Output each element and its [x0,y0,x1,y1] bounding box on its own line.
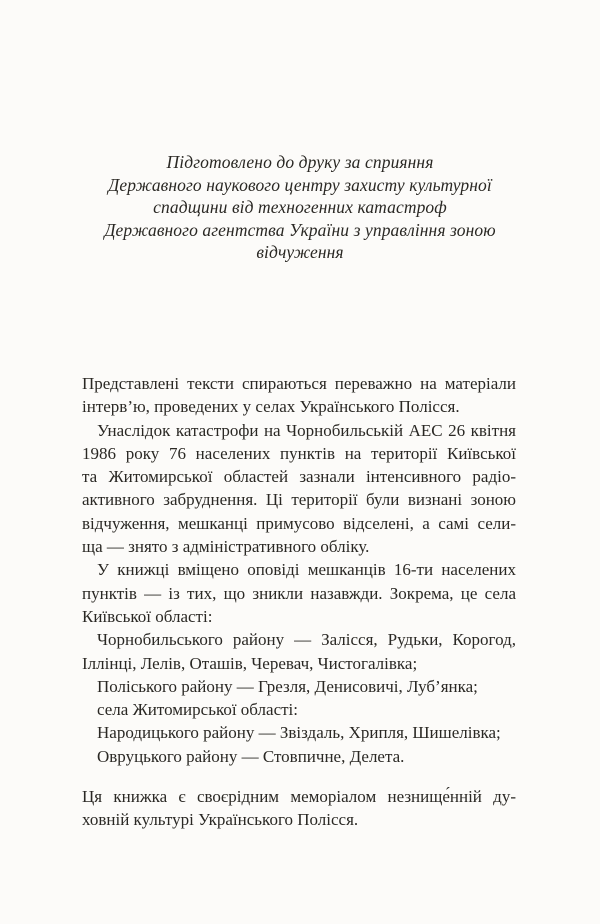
text-line: 1986 року 76 населених пунктів на території Київської [82,443,516,463]
text-line: Народицького району — Звіздаль, Хрипля, Шишелівка; [97,723,501,743]
paragraph [82,419,516,559]
text-line: Унаслідок катастрофи на Чорнобильській АЕС 26 квітня [97,420,516,440]
body-text [82,372,516,832]
paragraph [82,558,516,628]
paragraph [82,785,516,832]
text-line: та Житомирської областей зазнали інтенсивного радіо- [82,467,516,487]
text-line: Представлені тексти спираються переважно на матеріали [82,374,516,393]
paragraph [82,698,516,721]
text-line: пунктів — із тих, що зникли назавжди. Зокрема, це села [82,583,516,603]
imprint-line: Державного наукового центру захисту культурної [108,174,492,195]
text-line: інтерв’ю, проведених у селах Українського Полісся. [82,397,460,417]
imprint-line: спадщини від техногенних катастроф [153,197,447,217]
text-line: Ця книжка є своєрідним меморіалом незнище́нній ду- [82,787,516,807]
paragraph [82,675,516,698]
text-line: ховній культурі Українського Полісся. [82,810,359,830]
text-line: Іллінці, Лелів, Оташів, Черевач, Чистогалівка; [82,653,418,673]
text-line: Овруцького району — Стовпичне, Делета. [97,746,405,766]
text-line: Поліського району — Грезля, Денисовичі, Луб’янка; [97,676,478,696]
imprint-note [0,151,600,264]
paragraph [82,628,516,675]
paragraph [82,745,516,768]
text-line: активного забруднення. Ці території були визнані зоною [82,490,516,510]
imprint-line: відчуження [256,242,344,262]
text-line: Чорнобильського району — Залісся, Рудьки, Корогод, [97,630,516,650]
paragraph [82,721,516,744]
text-line: села Житомирської області: [97,700,298,720]
text-line: відчуження, мешканці примусово відселені, а самі сели- [82,513,516,533]
paragraph [82,372,516,419]
text-line: ща — знято з адміністративного обліку. [82,537,370,557]
text-line: У книжці вміщено оповіді мешканців 16-ти населених [97,560,516,580]
imprint-line: Державного агентства України з управління зоною [104,219,496,240]
text-line: Київської області: [82,606,213,626]
imprint-line: Підготовлено до друку за сприяння [166,152,434,172]
